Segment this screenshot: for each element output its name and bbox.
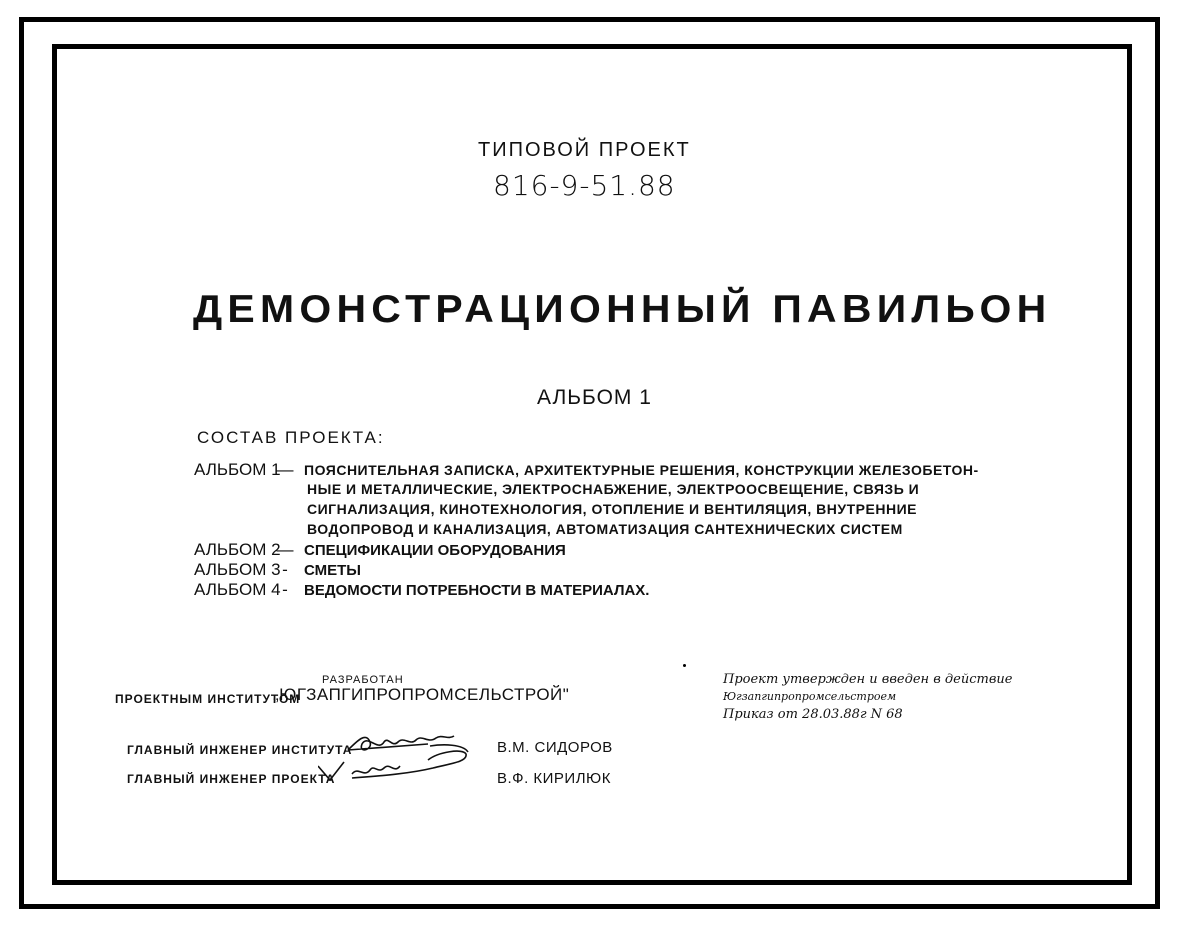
signatory-role: ГЛАВНЫЙ ИНЖЕНЕР ИНСТИТУТА [127,743,353,757]
handwritten-signatures [318,722,478,792]
institute-name: „ЮГЗАПГИПРОПРОМСЕЛЬСТРОЙ" [273,685,570,704]
album-name: АЛЬБОМ 2 [194,540,281,559]
approval-line: Югзапгипропромсельстроем [723,690,897,703]
album-description: СМЕТЫ [304,562,361,579]
album-dash: - [282,580,288,599]
signature-chief-engineer-project [318,751,466,780]
signature-chief-engineer-institute [348,736,468,752]
album-entry-2 [194,540,566,560]
series-label: ТИПОВОЙ ПРОЕКТ [478,139,691,161]
document-title: ДЕМОНСТРАЦИОННЫЙ ПАВИЛЬОН [193,288,1052,331]
approval-line: Проект утвержден и введен в действие [723,672,1013,687]
album-dash: — [276,460,294,479]
album-name: АЛЬБОМ 1 [194,460,281,479]
album-description-continuation: СИГНАЛИЗАЦИЯ, КИНОТЕХНОЛОГИЯ, ОТОПЛЕНИЕ И ВЕНТИЛЯЦИЯ, ВНУТРЕННИЕ [307,501,917,517]
album-name: АЛЬБОМ 4 [194,580,281,599]
album-dash: — [276,540,294,559]
signatory-role: ГЛАВНЫЙ ИНЖЕНЕР ПРОЕКТА [127,772,336,786]
album-entry-1 [194,460,979,480]
album-description: СПЕЦИФИКАЦИИ ОБОРУДОВАНИЯ [304,542,566,559]
album-entry-4 [194,580,649,600]
signatory-name: В.Ф. КИРИЛЮК [497,770,611,787]
developed-caption: РАЗРАБОТАН [322,674,404,686]
ink-dot [683,664,686,667]
album-description: ВЕДОМОСТИ ПОТРЕБНОСТИ В МАТЕРИАЛАХ. [304,582,650,599]
album-description-continuation: НЫЕ И МЕТАЛЛИЧЕСКИЕ, ЭЛЕКТРОСНАБЖЕНИЕ, ЭЛЕКТРООСВЕЩЕНИЕ, СВЯЗЬ И [307,481,920,497]
album-description-continuation: ВОДОПРОВОД И КАНАЛИЗАЦИЯ, АВТОМАТИЗАЦИЯ САНТЕХНИЧЕСКИХ СИСТЕМ [307,521,903,537]
album-label: АЛЬБОМ 1 [537,386,652,409]
institute-prefix: ПРОЕКТНЫМ ИНСТИТУТОМ [115,692,301,706]
album-dash: - [282,560,288,579]
album-name: АЛЬБОМ 3 [194,560,281,579]
album-entry-3 [194,560,361,580]
approval-order: Приказ от 28.03.88г N 68 [723,707,903,722]
signatory-name: В.М. СИДОРОВ [497,739,613,756]
album-description: ПОЯСНИТЕЛЬНАЯ ЗАПИСКА, АРХИТЕКТУРНЫЕ РЕШЕНИЯ, КОНСТРУКЦИИ ЖЕЛЕЗОБЕТОН- [304,462,979,478]
composition-heading: СОСТАВ ПРОЕКТА: [197,428,385,447]
series-number: 816-9-51.88 [493,169,676,202]
